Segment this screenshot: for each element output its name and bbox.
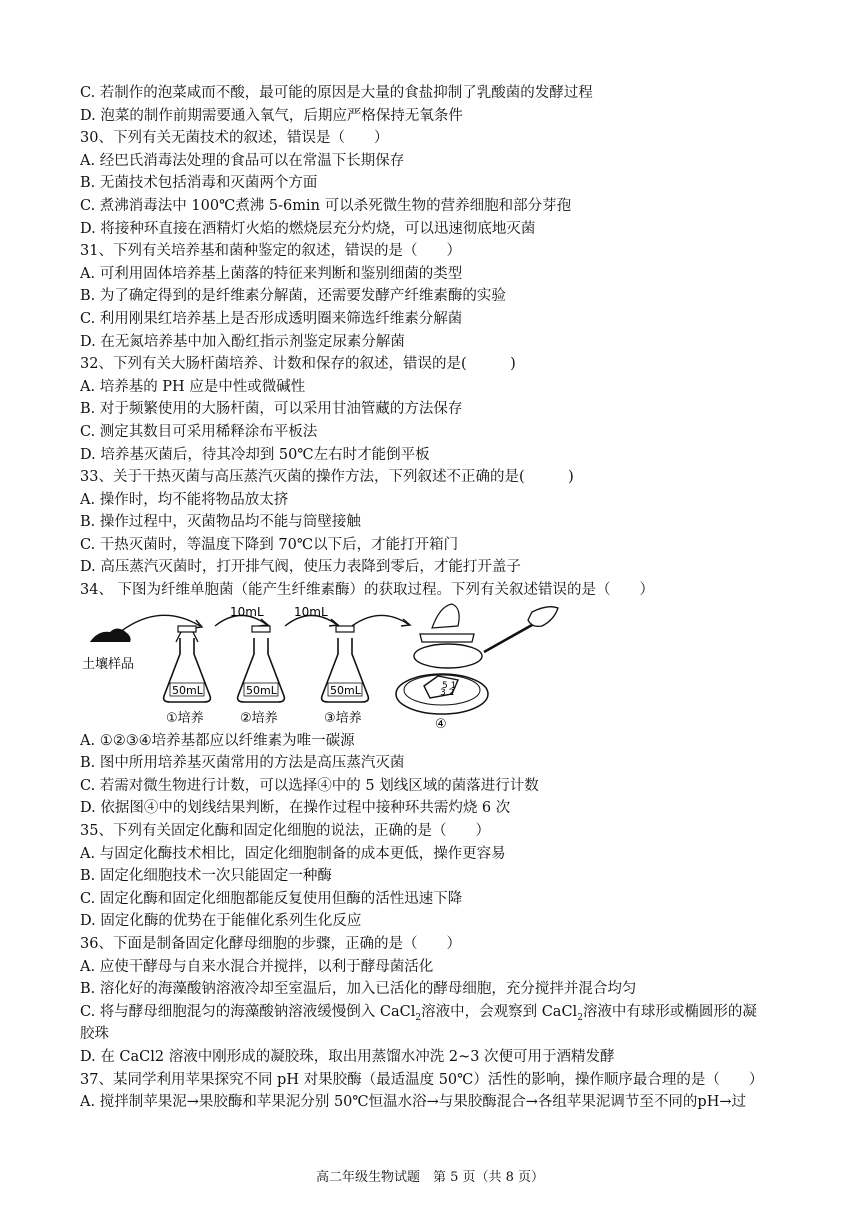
transfer-volume-2: 10mL — [294, 604, 328, 619]
text-line: B. 操作过程中，灭菌物品均不能与筒壁接触 — [80, 514, 361, 531]
flask-1 — [164, 626, 211, 726]
text-line: C. 若制作的泡菜咸而不酸，最可能的原因是大量的食盐抑制了乳酸菌的发酵过程 — [80, 85, 593, 101]
text-line: 34、 下图为纤维单胞菌（能产生纤维素酶）的获取过程。下列有关叙述错误的是（ ） — [80, 582, 655, 599]
text-line: C. 测定其数目可采用稀释涂布平板法 — [80, 423, 318, 440]
text-line: D. 固定化酶的优势在于能催化系列生化反应 — [80, 913, 362, 930]
text-line: D. 在 CaCl2 溶液中刚形成的凝胶珠，取出用蒸馏水冲洗 2~3 次便可用于酒精发酵 — [80, 1048, 615, 1065]
text-line: D. 泡菜的制作前期需要通入氧气，后期应严格保持无氧条件 — [80, 107, 463, 124]
text-line: 36、下面是制备固定化酵母细胞的步骤，正确的是（ ） — [80, 936, 461, 952]
text-line: C. 利用刚果红培养基上是否形成透明圈来筛选纤维素分解菌 — [80, 310, 463, 327]
text-line: D. 在无氮培养基中加入酚红指示剂鉴定尿素分解菌 — [80, 333, 405, 350]
flask-3-caption: ③培养 — [324, 710, 362, 726]
text-line: 33、关于干热灭菌与高压蒸汽灭菌的操作方法，下列叙述不正确的是( ) — [80, 469, 574, 486]
figure-34 — [80, 602, 790, 730]
arrow-flask3-to-plate — [352, 615, 408, 626]
questions-36-to-37 — [80, 1046, 790, 1114]
text-line: A. 与固定化酶技术相比，固定化细胞制备的成本更低，操作更容易 — [80, 845, 506, 862]
text-line: B. 图中所用培养基灭菌常用的方法是高压蒸汽灭菌 — [80, 755, 405, 772]
flask-3-volume: 50mL — [330, 683, 361, 697]
flask-3 — [322, 626, 369, 726]
text-line: B. 溶化好的海藻酸钠溶液冷却至室温后，加入已活化的酵母细胞，充分搅拌并混合均匀 — [80, 981, 637, 998]
text-line: C. 干热灭菌时，等温度下降到 70℃以下后，才能打开箱门 — [80, 536, 459, 553]
text-line: 35、下列有关固定化酶和固定化细胞的说法，正确的是（ ） — [80, 823, 490, 840]
text-line: A. 培养基的 PH 应是中性或微碱性 — [80, 378, 306, 395]
text-line: D. 将接种环直接在酒精灯火焰的燃烧层充分灼烧，可以迅速彻底地灭菌 — [80, 220, 536, 237]
text-line: A. 可利用固体培养基上菌落的特征来判断和鉴别细菌的类型 — [80, 265, 463, 282]
question-36-option-c: C. 将与酵母细胞混匀的海藻酸钠溶液缓慢倒入 CaCl$_2$溶液中，会观察到 CaCl$_2$溶液中有球形或椭圆形的凝 — [80, 1003, 757, 1023]
flask-2 — [238, 626, 285, 726]
svg-text:5 1: 5 1 — [442, 680, 457, 691]
text-line: 37、某同学利用苹果探究不同 pH 对果胶酶（最适温度 50℃）活性的影响，操作顺序最合理的是（ ） — [80, 1071, 764, 1088]
soil-sample-label: 土壤样品 — [82, 656, 135, 672]
text-line: A. ①②③④培养基都应以纤维素为唯一碳源 — [80, 732, 355, 749]
alcohol-lamp-and-loop-icon — [414, 604, 558, 668]
text-line: C. 固定化酶和固定化细胞都能反复使用但酶的活性迅速下降 — [80, 890, 463, 907]
questions-34-to-36 — [80, 730, 790, 1001]
questions-29-to-34 — [80, 82, 790, 602]
text-line: D. 培养基灭菌后，待其冷却到 50℃左右时才能倒平板 — [80, 446, 430, 463]
text-line: C. 煮沸消毒法中 100℃煮沸 5-6min 可以杀死微生物的营养细胞和部分芽孢 — [80, 197, 572, 214]
question-36-option-c-continued: 胶珠 — [80, 1026, 109, 1043]
text-line: C. 若需对微生物进行计数，可以选择④中的 5 划线区域的菌落进行计数 — [80, 777, 539, 794]
transfer-volume-1: 10mL — [230, 604, 264, 619]
svg-text:3 2: 3 2 — [440, 687, 455, 698]
text-line: B. 无菌技术包括消毒和灭菌两个方面 — [80, 175, 318, 192]
soil-pile-icon — [90, 628, 131, 642]
text-line: A. 搅拌制苹果泥→果胶酶和苹果泥分别 50℃恒温水浴→与果胶酶混合→各组苹果泥调节至不同的pH→过 — [80, 1094, 746, 1111]
text-line: B. 固定化细胞技术一次只能固定一种酶 — [80, 868, 332, 885]
plate-caption: ④ — [435, 716, 447, 730]
text-line: B. 对于频繁使用的大肠杆菌，可以采用甘油管藏的方法保存 — [80, 401, 463, 418]
text-line: B. 为了确定得到的是纤维素分解菌，还需要发酵产纤维素酶的实验 — [80, 288, 506, 305]
text-line: 30、下列有关无菌技术的叙述，错误是（ ） — [80, 130, 389, 147]
flask-1-volume: 50mL — [172, 683, 203, 697]
text-line: 31、下列有关培养基和菌种鉴定的叙述，错误的是（ ） — [80, 243, 461, 260]
cellulose-bacteria-isolation-diagram — [80, 602, 800, 730]
question-text — [80, 82, 790, 1114]
text-line: A. 应使干酵母与自来水混合并搅拌，以利于酵母菌活化 — [80, 958, 434, 975]
flask-1-caption: ①培养 — [166, 710, 204, 726]
text-line: A. 操作时，均不能将物品放太挤 — [80, 491, 289, 508]
text-line: 32、下列有关大肠杆菌培养、计数和保存的叙述，错误的是( ) — [80, 356, 516, 373]
page-footer: 高二年级生物试题 第 5 页（共 8 页） — [315, 1170, 545, 1185]
text-line: A. 经巴氏消毒法处理的食品可以在常温下长期保存 — [80, 152, 405, 169]
text-line: D. 依据图④中的划线结果判断，在操作过程中接种环共需灼烧 6 次 — [80, 800, 511, 817]
text-line: D. 高压蒸汽灭菌时，打开排气阀，使压力表降到零后，才能打开盖子 — [80, 559, 521, 576]
flask-2-caption: ②培养 — [240, 710, 278, 726]
flask-2-volume: 50mL — [246, 683, 277, 697]
petri-dish-4 — [396, 674, 488, 730]
